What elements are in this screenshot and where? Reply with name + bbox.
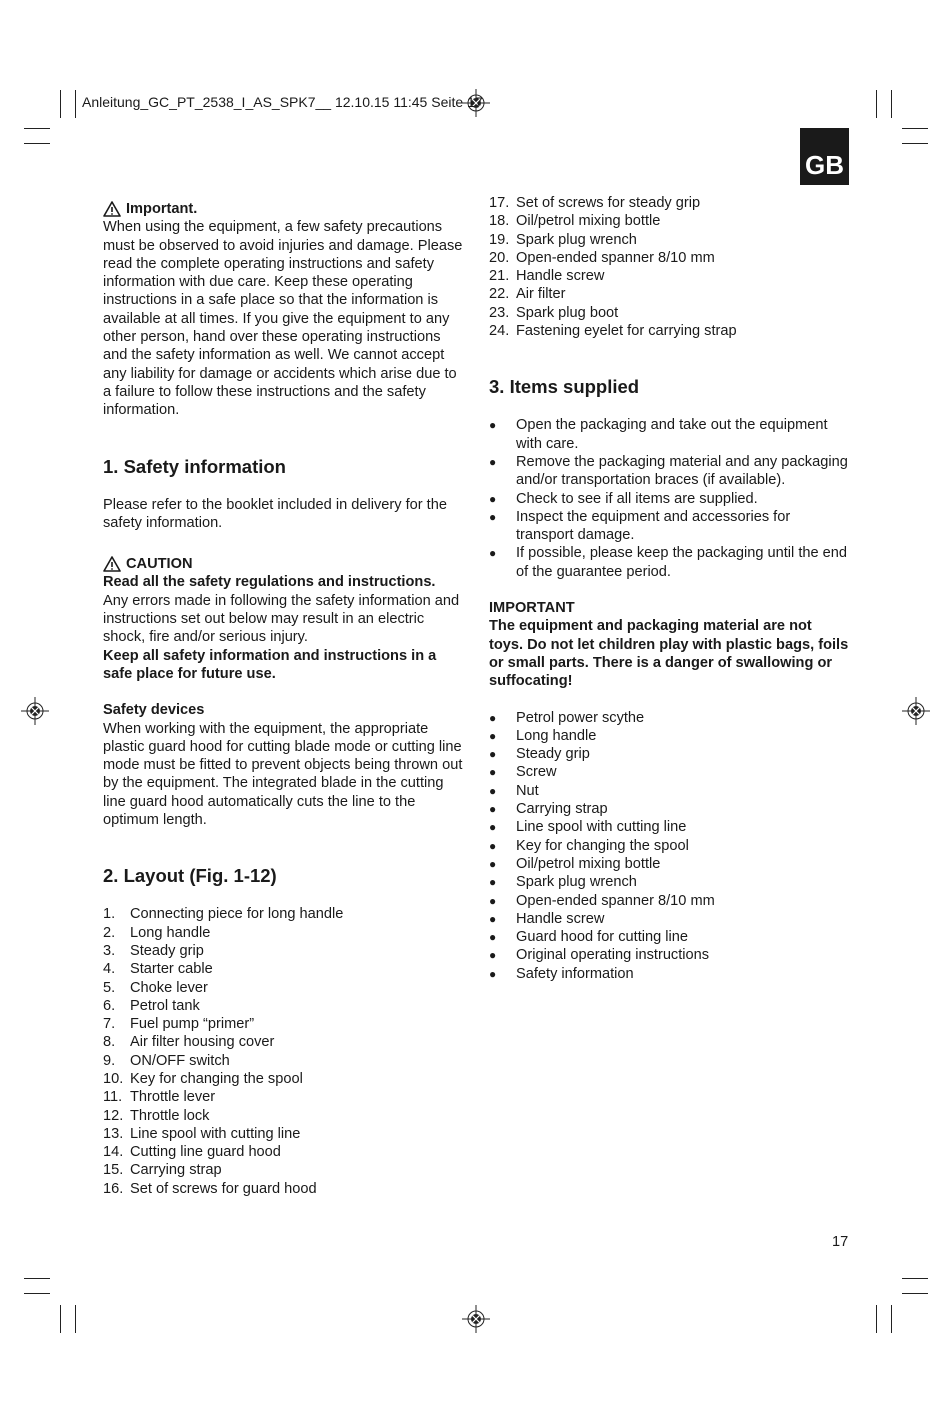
layout-item-number: 17. bbox=[489, 195, 510, 211]
layout-item bbox=[103, 960, 463, 978]
important-notice-title: IMPORTANT bbox=[489, 600, 575, 617]
bullet-icon: ● bbox=[489, 838, 497, 853]
layout-item-label: Fastening eyelet for carrying strap bbox=[516, 323, 737, 340]
registration-mark-icon bbox=[462, 1305, 490, 1333]
layout-item-number: 20. bbox=[489, 249, 510, 266]
bullet-icon: ● bbox=[489, 418, 497, 433]
layout-item-label: Connecting piece for long handle bbox=[130, 906, 344, 923]
layout-item-label: Choke lever bbox=[130, 979, 208, 996]
layout-item bbox=[489, 267, 849, 285]
bullet-icon: ● bbox=[489, 802, 497, 817]
registration-mark-icon bbox=[902, 697, 930, 725]
layout-item bbox=[489, 322, 849, 340]
layout-item-number: 15. bbox=[103, 1162, 124, 1179]
layout-item-label: Carrying strap bbox=[130, 1162, 222, 1179]
bullet-icon: ● bbox=[489, 454, 497, 469]
important-body: When using the equipment, a few safety precautions must be observed to avoid injuries and damage. Please read the complete operating instructions and safety information with due care. Keep these operating instructions in a safe place so that the information is available at all times. If you give the equipment to any other person, hand over these operating instructions and the safety information as well. We cannot accept any liability for damage or accidents which arise due to a failure to follow these instructions and the safety information. bbox=[103, 219, 463, 419]
bullet-icon: ● bbox=[489, 856, 497, 871]
unpacking-step bbox=[489, 490, 849, 508]
layout-item bbox=[489, 304, 849, 322]
layout-item bbox=[103, 1052, 463, 1070]
layout-list-right bbox=[489, 194, 849, 340]
layout-item-number: 11. bbox=[103, 1089, 123, 1106]
bullet-icon: ● bbox=[489, 966, 497, 981]
layout-item bbox=[103, 1033, 463, 1051]
safety-devices-body: When working with the equipment, the appropriate plastic guard hood for cutting blade mode or cutting line mode must be fitted to prevent objects being thrown out by the equipment. The integrated blade in the cutting line guard hood automatically cuts the line to the optimum length. bbox=[103, 720, 463, 829]
supplied-item-text: Steady grip bbox=[516, 746, 590, 763]
bullet-icon: ● bbox=[489, 491, 497, 506]
layout-item bbox=[103, 1088, 463, 1106]
supplied-item bbox=[489, 709, 849, 727]
crop-mark bbox=[891, 1305, 892, 1333]
left-column bbox=[103, 200, 463, 1198]
bullet-icon: ● bbox=[489, 546, 497, 561]
layout-item bbox=[103, 1180, 463, 1198]
layout-item-label: Cutting line guard hood bbox=[130, 1144, 281, 1161]
layout-item-label: ON/OFF switch bbox=[130, 1052, 230, 1069]
supplied-item-text: Key for changing the spool bbox=[516, 837, 689, 854]
layout-item-number: 5. bbox=[103, 979, 116, 996]
supplied-item-text: Oil/petrol mixing bottle bbox=[516, 855, 661, 872]
caution-title-text: CAUTION bbox=[126, 556, 193, 573]
layout-item-number: 18. bbox=[489, 213, 510, 230]
layout-item-label: Line spool with cutting line bbox=[130, 1125, 301, 1142]
bullet-icon: ● bbox=[489, 783, 497, 798]
layout-item bbox=[489, 231, 849, 249]
crop-mark bbox=[60, 90, 61, 118]
supplied-item bbox=[489, 873, 849, 891]
supplied-item bbox=[489, 837, 849, 855]
layout-item-number: 13. bbox=[103, 1125, 124, 1142]
layout-item-label: Steady grip bbox=[130, 942, 204, 959]
bullet-icon: ● bbox=[489, 509, 497, 524]
layout-item-number: 10. bbox=[103, 1070, 124, 1087]
supplied-item bbox=[489, 928, 849, 946]
supplied-item-text: Safety information bbox=[516, 965, 634, 982]
unpacking-step bbox=[489, 508, 849, 545]
supplied-items-list bbox=[489, 709, 849, 983]
crop-mark bbox=[60, 1305, 61, 1333]
layout-item bbox=[489, 249, 849, 267]
supplied-item-text: Spark plug wrench bbox=[516, 874, 637, 891]
layout-item-number: 23. bbox=[489, 304, 510, 321]
layout-item-label: Handle screw bbox=[516, 268, 605, 285]
bullet-icon: ● bbox=[489, 820, 497, 835]
right-column bbox=[489, 194, 849, 983]
layout-item-label: Air filter bbox=[516, 286, 566, 303]
caution-keep-line: Keep all safety information and instructions in a safe place for future use. bbox=[103, 647, 437, 682]
bullet-icon: ● bbox=[489, 747, 497, 762]
layout-item-number: 24. bbox=[489, 323, 510, 340]
bullet-icon: ● bbox=[489, 948, 497, 963]
crop-mark bbox=[902, 128, 928, 129]
layout-item-number: 21. bbox=[489, 268, 510, 285]
registration-mark-icon bbox=[21, 697, 49, 725]
supplied-item-text: Petrol power scythe bbox=[516, 709, 645, 726]
supplied-item bbox=[489, 946, 849, 964]
layout-item bbox=[103, 905, 463, 923]
bullet-icon: ● bbox=[489, 893, 497, 908]
layout-item-label: Air filter housing cover bbox=[130, 1034, 275, 1051]
layout-item-label: Set of screws for guard hood bbox=[130, 1180, 317, 1197]
bullet-icon: ● bbox=[489, 911, 497, 926]
safety-devices-title: Safety devices bbox=[103, 702, 205, 719]
layout-item-label: Fuel pump “primer” bbox=[130, 1016, 255, 1033]
supplied-item bbox=[489, 745, 849, 763]
crop-mark bbox=[24, 143, 50, 144]
unpacking-step-text: Remove the packaging material and any packaging and/or transportation braces (if available). bbox=[516, 453, 848, 489]
layout-item-number: 9. bbox=[103, 1052, 116, 1069]
layout-item-label: Long handle bbox=[130, 924, 211, 941]
print-slug: Anleitung_GC_PT_2538_I_AS_SPK7__ 12.10.15 11:45 Seite 17 bbox=[82, 94, 483, 110]
important-notice-body: The equipment and packaging material are not toys. Do not let children play with plastic bags, foils or small parts. There is a danger of swallowing or suffocating! bbox=[489, 618, 849, 690]
language-badge: GB bbox=[800, 128, 849, 185]
layout-item bbox=[103, 942, 463, 960]
supplied-item bbox=[489, 892, 849, 910]
supplied-item-text: Handle screw bbox=[516, 910, 605, 927]
bullet-icon: ● bbox=[489, 728, 497, 743]
supplied-item bbox=[489, 855, 849, 873]
layout-item bbox=[103, 1125, 463, 1143]
layout-item-label: Open-ended spanner 8/10 mm bbox=[516, 249, 715, 266]
layout-item-number: 7. bbox=[103, 1016, 116, 1033]
supplied-item bbox=[489, 910, 849, 928]
unpacking-step bbox=[489, 453, 849, 490]
layout-item bbox=[103, 1107, 463, 1125]
layout-item bbox=[103, 997, 463, 1015]
layout-item-number: 1. bbox=[103, 906, 116, 923]
crop-mark bbox=[876, 1305, 877, 1333]
supplied-item bbox=[489, 727, 849, 745]
layout-item-label: Petrol tank bbox=[130, 997, 200, 1014]
layout-item-number: 6. bbox=[103, 997, 116, 1014]
layout-item-number: 12. bbox=[103, 1107, 124, 1124]
crop-mark bbox=[876, 90, 877, 118]
unpacking-step-text: Open the packaging and take out the equipment with care. bbox=[516, 417, 828, 452]
safety-body: Please refer to the booklet included in delivery for the safety information. bbox=[103, 496, 447, 531]
layout-item-label: Spark plug boot bbox=[516, 304, 619, 321]
bullet-icon: ● bbox=[489, 930, 497, 945]
crop-mark bbox=[902, 1278, 928, 1279]
bullet-icon: ● bbox=[489, 765, 497, 780]
layout-item-label: Throttle lock bbox=[130, 1107, 210, 1124]
unpacking-steps-list bbox=[489, 416, 849, 581]
supplied-item-text: Guard hood for cutting line bbox=[516, 929, 688, 946]
unpacking-step-text: Check to see if all items are supplied. bbox=[516, 490, 758, 507]
layout-item-label: Throttle lever bbox=[130, 1089, 216, 1106]
crop-mark bbox=[24, 128, 50, 129]
warning-triangle-icon bbox=[103, 201, 121, 217]
layout-item-number: 4. bbox=[103, 961, 116, 978]
bullet-icon: ● bbox=[489, 710, 497, 725]
layout-item-number: 22. bbox=[489, 286, 510, 303]
crop-mark bbox=[902, 1293, 928, 1294]
layout-item-label: Oil/petrol mixing bottle bbox=[516, 213, 661, 230]
layout-heading: 2. Layout (Fig. 1-12) bbox=[103, 865, 277, 887]
layout-item bbox=[103, 1070, 463, 1088]
layout-item-number: 16. bbox=[103, 1180, 124, 1197]
items-supplied-heading: 3. Items supplied bbox=[489, 376, 640, 398]
layout-item-number: 14. bbox=[103, 1144, 124, 1161]
supplied-item bbox=[489, 965, 849, 983]
crop-mark bbox=[75, 1305, 76, 1333]
layout-item-label: Spark plug wrench bbox=[516, 231, 637, 248]
supplied-item-text: Nut bbox=[516, 782, 539, 799]
bullet-icon: ● bbox=[489, 875, 497, 890]
layout-item-label: Key for changing the spool bbox=[130, 1070, 303, 1087]
layout-item-number: 3. bbox=[103, 942, 116, 959]
supplied-item-text: Original operating instructions bbox=[516, 947, 710, 964]
layout-item bbox=[103, 1015, 463, 1033]
supplied-item bbox=[489, 782, 849, 800]
layout-item bbox=[489, 212, 849, 230]
important-title-text: Important. bbox=[126, 201, 198, 217]
crop-mark bbox=[24, 1278, 50, 1279]
supplied-item-text: Long handle bbox=[516, 727, 597, 744]
safety-heading: 1. Safety information bbox=[103, 455, 286, 477]
layout-item bbox=[103, 1161, 463, 1179]
page-number: 17 bbox=[832, 1234, 849, 1250]
layout-item bbox=[489, 285, 849, 303]
layout-item-number: 8. bbox=[103, 1034, 116, 1051]
supplied-item bbox=[489, 800, 849, 818]
layout-item-number: 2. bbox=[103, 924, 116, 941]
unpacking-step-text: Inspect the equipment and accessories for transport damage. bbox=[516, 508, 791, 544]
crop-mark bbox=[902, 143, 928, 144]
unpacking-step bbox=[489, 416, 849, 453]
layout-item bbox=[103, 924, 463, 942]
layout-item bbox=[489, 194, 849, 212]
important-title bbox=[103, 200, 463, 218]
supplied-item-text: Open-ended spanner 8/10 mm bbox=[516, 892, 715, 909]
supplied-item bbox=[489, 818, 849, 836]
caution-title bbox=[103, 555, 463, 573]
layout-item-label: Starter cable bbox=[130, 961, 213, 978]
crop-mark bbox=[75, 90, 76, 118]
layout-item bbox=[103, 1143, 463, 1161]
layout-item-label: Set of screws for steady grip bbox=[516, 195, 701, 211]
unpacking-step-text: If possible, please keep the packaging until the end of the guarantee period. bbox=[516, 545, 848, 580]
layout-list-left bbox=[103, 905, 463, 1198]
caution-body: Any errors made in following the safety information and instructions set out below may result in an electric shock, fire and/or serious injury. bbox=[103, 592, 460, 646]
supplied-item-text: Line spool with cutting line bbox=[516, 819, 687, 836]
supplied-item-text: Screw bbox=[516, 764, 557, 781]
supplied-item bbox=[489, 763, 849, 781]
layout-item bbox=[103, 979, 463, 997]
crop-mark bbox=[24, 1293, 50, 1294]
crop-mark bbox=[891, 90, 892, 118]
unpacking-step bbox=[489, 544, 849, 581]
supplied-item-text: Carrying strap bbox=[516, 801, 608, 818]
warning-triangle-icon bbox=[103, 556, 121, 572]
layout-item-number: 19. bbox=[489, 231, 510, 248]
caution-bold-line: Read all the safety regulations and instructions. bbox=[103, 574, 436, 591]
